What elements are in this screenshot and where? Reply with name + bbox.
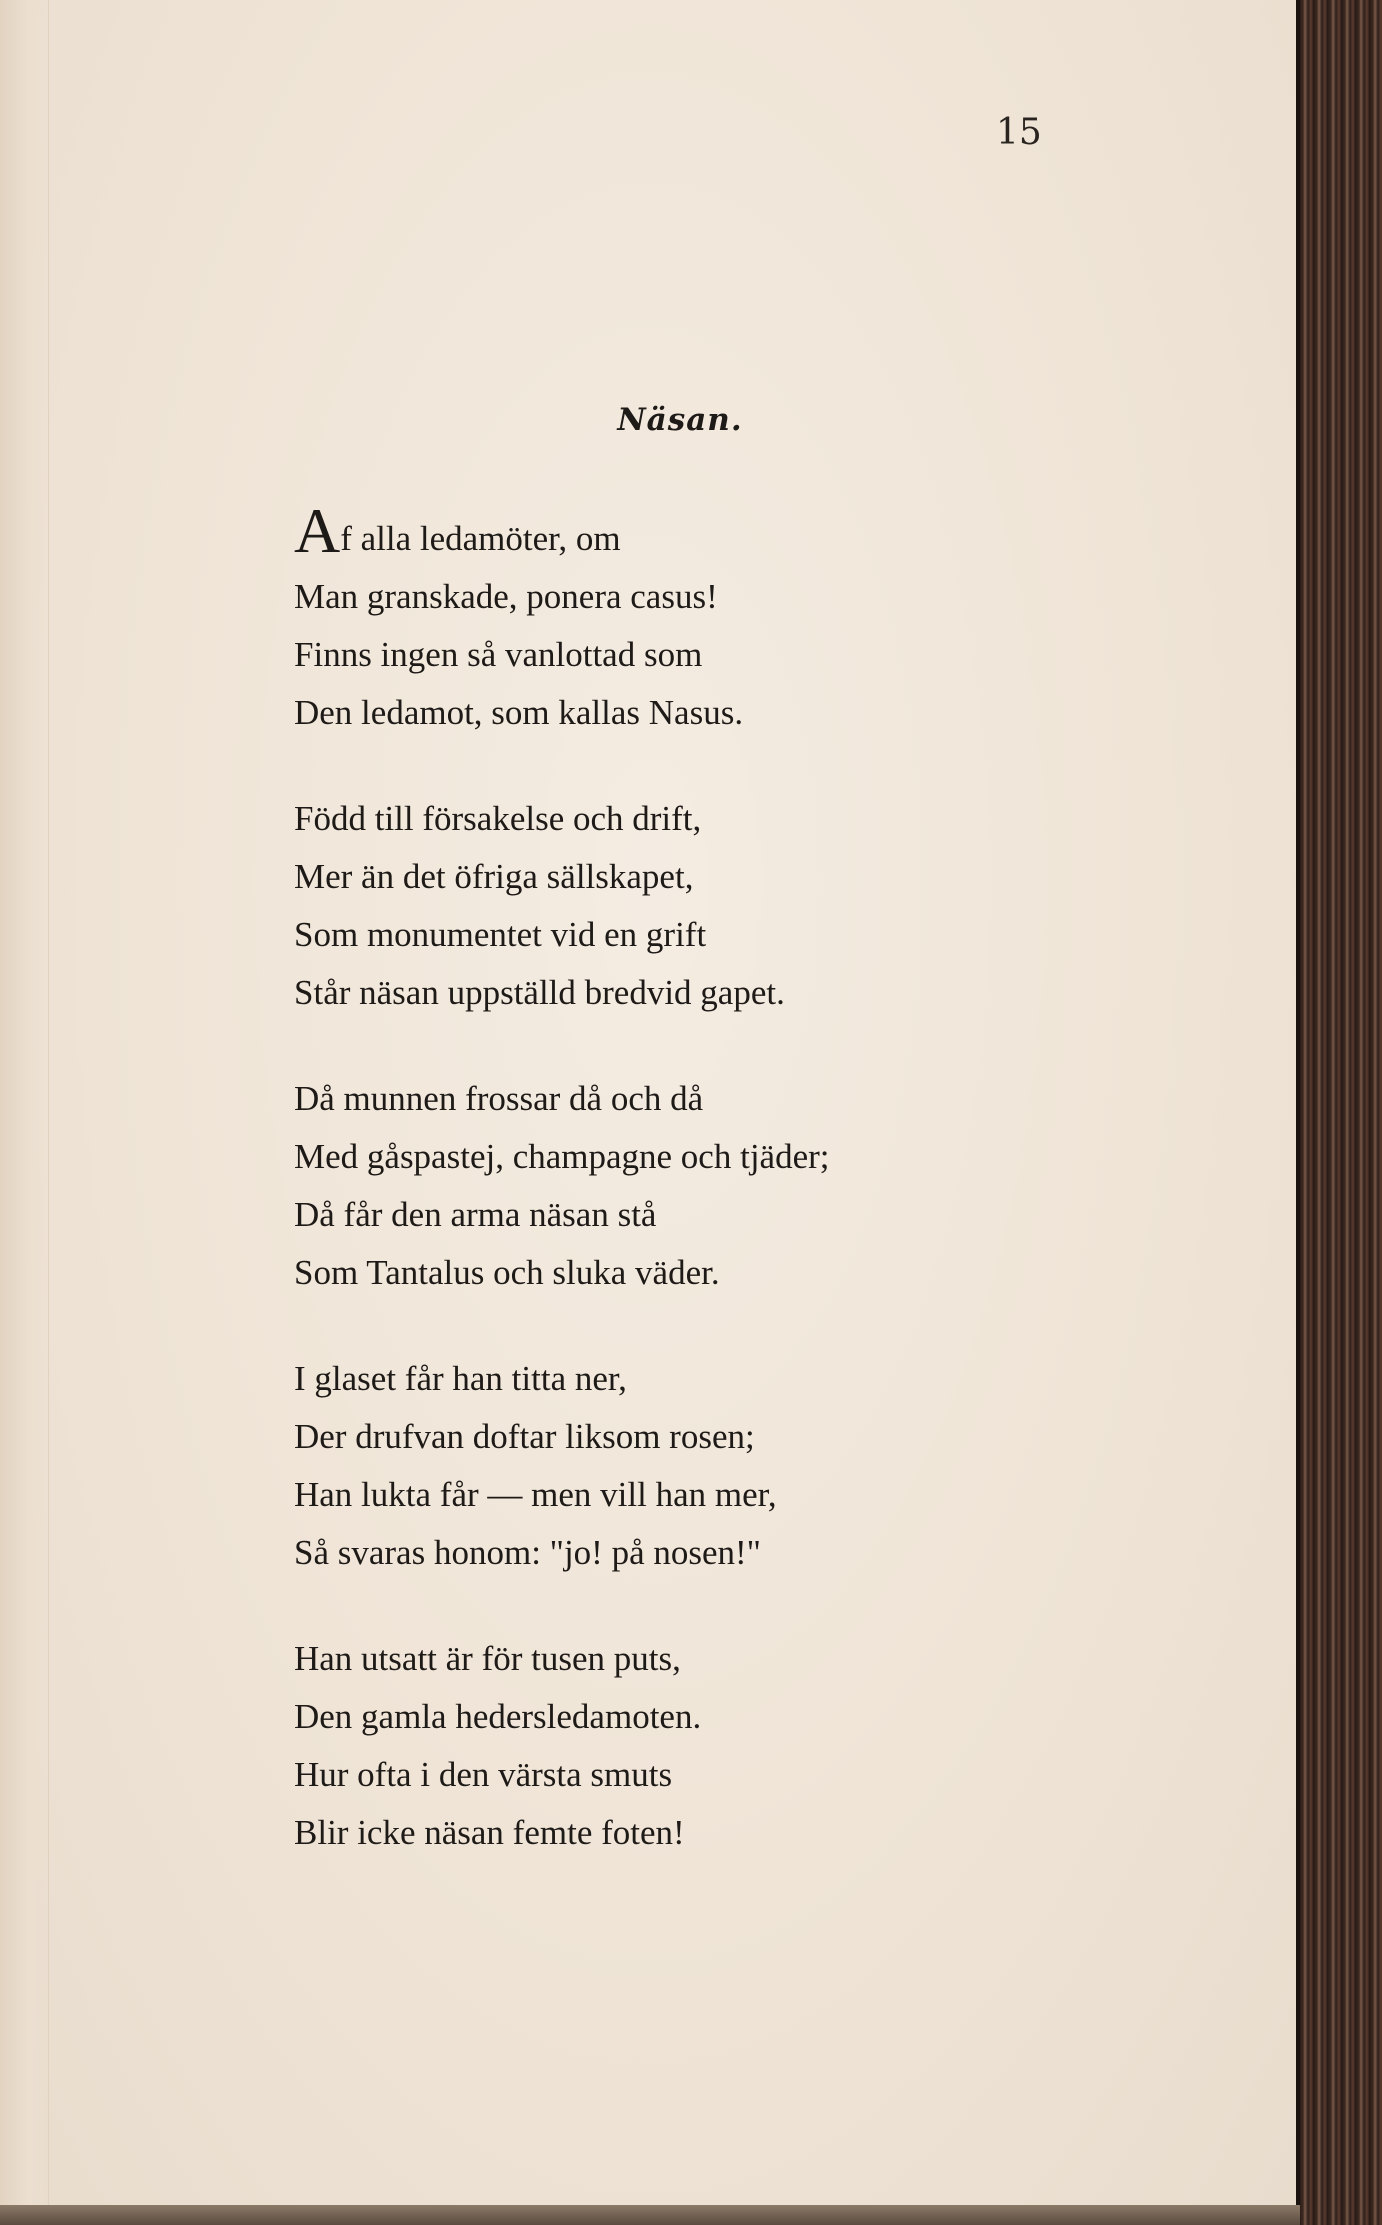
poem-line: Som monumentet vid en grift <box>294 915 707 954</box>
stanza-3 <box>294 1070 1194 1302</box>
stanza-5 <box>294 1630 1194 1862</box>
poem-line: Der drufvan doftar liksom rosen; <box>294 1417 755 1456</box>
poem-line: Född till försakelse och drift, <box>294 799 702 838</box>
poem-line: Han utsatt är för tusen puts, <box>294 1639 681 1678</box>
poem-body <box>294 495 1194 1910</box>
stanza-1 <box>294 495 1194 742</box>
poem-line: Han lukta får — men vill han mer, <box>294 1475 777 1514</box>
stanza-4 <box>294 1350 1194 1582</box>
stanza-2 <box>294 790 1194 1022</box>
poem-line: Står näsan uppställd bredvid gapet. <box>294 973 785 1012</box>
page-gutter <box>0 0 49 2205</box>
poem-title: Näsan. <box>617 402 743 438</box>
poem-line: Hur ofta i den värsta smuts <box>294 1755 673 1794</box>
drop-cap: A <box>294 495 341 566</box>
poem-line: Blir icke näsan femte foten! <box>294 1813 685 1852</box>
poem-line: Den gamla hedersledamoten. <box>294 1697 702 1736</box>
page-bottom-shadow <box>0 2205 1300 2225</box>
poem-line: Som Tantalus och sluka väder. <box>294 1253 720 1292</box>
poem-line: I glaset får han titta ner, <box>294 1359 627 1398</box>
first-line-text: f alla ledamöter, om <box>340 519 621 558</box>
poem-line: Finns ingen så vanlottad som <box>294 635 703 674</box>
poem-line: Mer än det öfriga sällskapet, <box>294 857 694 896</box>
poem-line <box>294 495 1194 568</box>
poem-line: Den ledamot, som kallas Nasus. <box>294 693 744 732</box>
poem-line: Man granskade, ponera casus! <box>294 577 718 616</box>
page-number: 15 <box>996 112 1042 153</box>
poem-line: Då får den arma näsan stå <box>294 1195 657 1234</box>
poem-line: Med gåspastej, champagne och tjäder; <box>294 1137 830 1176</box>
poem-line: Då munnen frossar då och då <box>294 1079 704 1118</box>
book-spine <box>1300 0 1382 2225</box>
poem-line: Så svaras honom: "jo! på nosen!" <box>294 1533 761 1572</box>
